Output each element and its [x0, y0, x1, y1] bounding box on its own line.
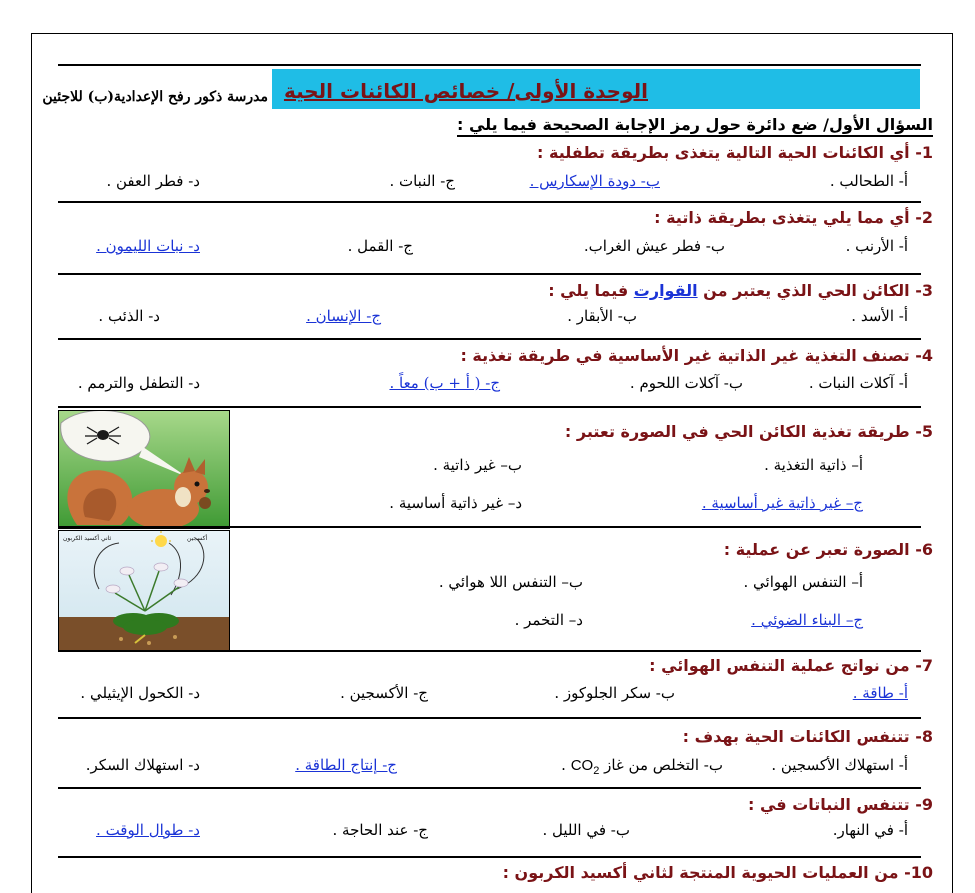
- q4-option-b[interactable]: ب- آكلات اللحوم .: [629, 374, 743, 392]
- q3-option-a[interactable]: أ- الأسد .: [851, 307, 908, 325]
- q2-option-a[interactable]: أ- الأرنب .: [845, 237, 908, 255]
- oxygen-label: أكسجين: [187, 535, 208, 542]
- q7-option-c[interactable]: ج- الأكسجين .: [340, 684, 428, 702]
- question-6: 6- الصورة تعبر عن عملية :: [723, 540, 933, 559]
- q8-option-b[interactable]: ب- التخلص من غاز $CO_2$ .: [561, 756, 723, 777]
- q1-option-c[interactable]: ج- النبات .: [389, 172, 455, 190]
- top-rule: [58, 64, 921, 66]
- unit-title: الوحدة الأولى/ خصائص الكائنات الحية: [283, 79, 648, 103]
- q8-option-d[interactable]: د- استهلاك السكر.: [85, 756, 200, 774]
- q2-option-b[interactable]: ب- فطر عيش الغراب.: [583, 237, 725, 255]
- q4-option-c[interactable]: ج- ( أ + ب) معاً .: [389, 374, 500, 392]
- q2-option-c[interactable]: ج- القمل .: [347, 237, 413, 255]
- divider: [58, 338, 921, 340]
- divider: [58, 787, 921, 789]
- q6-option-b[interactable]: ب– التنفس اللا هوائي .: [438, 573, 583, 591]
- question-2: 2- أي مما يلي يتغذى بطريقة ذاتية :: [654, 208, 933, 227]
- question-instruction: السؤال الأول/ ضع دائرة حول رمز الإجابة الصحيحة فيما يلي :: [457, 115, 933, 137]
- co2-label: ثاني أكسيد الكربون: [63, 535, 112, 542]
- divider: [58, 273, 921, 275]
- q5-option-b[interactable]: ب– غير ذاتية .: [433, 456, 522, 474]
- divider: [58, 201, 921, 203]
- q9-option-a[interactable]: أ- في النهار.: [832, 821, 908, 839]
- question-8: 8- تتنفس الكائنات الحية بهدف :: [682, 727, 933, 746]
- school-name: مدرسة ذكور رفح الإعدادية(ب) للاجئين: [42, 89, 268, 105]
- q8-option-c[interactable]: ج- إنتاج الطاقة .: [295, 756, 397, 774]
- question-5: 5- طريقة تغذية الكائن الحي في الصورة تعتبر :: [564, 422, 933, 441]
- squirrel-eating-image: [58, 410, 230, 529]
- divider: [58, 717, 921, 719]
- q2-option-d[interactable]: د- نبات الليمون .: [96, 237, 200, 255]
- question-3: 3- الكائن الحي الذي يعتبر من القوارت فيما يلي :: [548, 281, 933, 300]
- question-10: 10- من العمليات الحيوية المنتجة لثاني أكسيد الكربون :: [502, 863, 933, 882]
- q5-option-d[interactable]: د– غير ذاتية أساسية .: [389, 494, 522, 512]
- q6-option-d[interactable]: د– التخمر .: [514, 611, 583, 629]
- photosynthesis-image: [58, 530, 230, 652]
- q1-option-b[interactable]: ب- دودة الإسكارس .: [529, 172, 660, 190]
- q7-option-a[interactable]: أ- طاقة .: [852, 684, 908, 702]
- q1-option-d[interactable]: د- فطر العفن .: [106, 172, 200, 190]
- q5-option-a[interactable]: أ– ذاتية التغذية .: [764, 456, 863, 474]
- divider: [58, 406, 921, 408]
- plant-diagram: [59, 531, 229, 651]
- q7-option-b[interactable]: ب- سكر الجلوكوز .: [554, 684, 675, 702]
- divider: [58, 526, 921, 528]
- question-9: 9- تتنفس النباتات في :: [748, 795, 933, 814]
- divider: [58, 856, 921, 858]
- q1-option-a[interactable]: أ- الطحالب .: [829, 172, 908, 190]
- q3-option-b[interactable]: ب- الأبقار .: [567, 307, 637, 325]
- q8-option-a[interactable]: أ- استهلاك الأكسجين .: [771, 756, 908, 774]
- q9-option-c[interactable]: ج- عند الحاجة .: [332, 821, 428, 839]
- divider: [58, 650, 921, 652]
- q3-option-c[interactable]: ج- الإنسان .: [306, 307, 381, 325]
- q9-option-b[interactable]: ب- في الليل .: [542, 821, 630, 839]
- keyword-carnivores: القوارت: [633, 281, 698, 300]
- q6-option-a[interactable]: أ– التنفس الهوائي .: [743, 573, 863, 591]
- q3-option-d[interactable]: د- الذئب .: [98, 307, 160, 325]
- q7-option-d[interactable]: د- الكحول الإيثيلي .: [80, 684, 200, 702]
- question-4: 4- تصنف التغذية غير الذاتية غير الأساسية في طريقة تغذية :: [460, 346, 933, 365]
- question-7: 7- من نواتج عملية التنفس الهوائي :: [649, 656, 933, 675]
- question-1: 1- أي الكائنات الحية التالية يتغذى بطريقة تطفلية :: [537, 143, 933, 162]
- q5-option-c[interactable]: ج– غير ذاتية غير أساسية .: [701, 494, 863, 512]
- q6-option-c[interactable]: ج– البناء الضوئي .: [751, 611, 863, 629]
- q4-option-d[interactable]: د- التطفل والترمم .: [77, 374, 200, 392]
- q9-option-d[interactable]: د- طوال الوقت .: [96, 821, 200, 839]
- squirrel-illustration: [59, 411, 229, 528]
- q4-option-a[interactable]: أ- آكلات النبات .: [808, 374, 908, 392]
